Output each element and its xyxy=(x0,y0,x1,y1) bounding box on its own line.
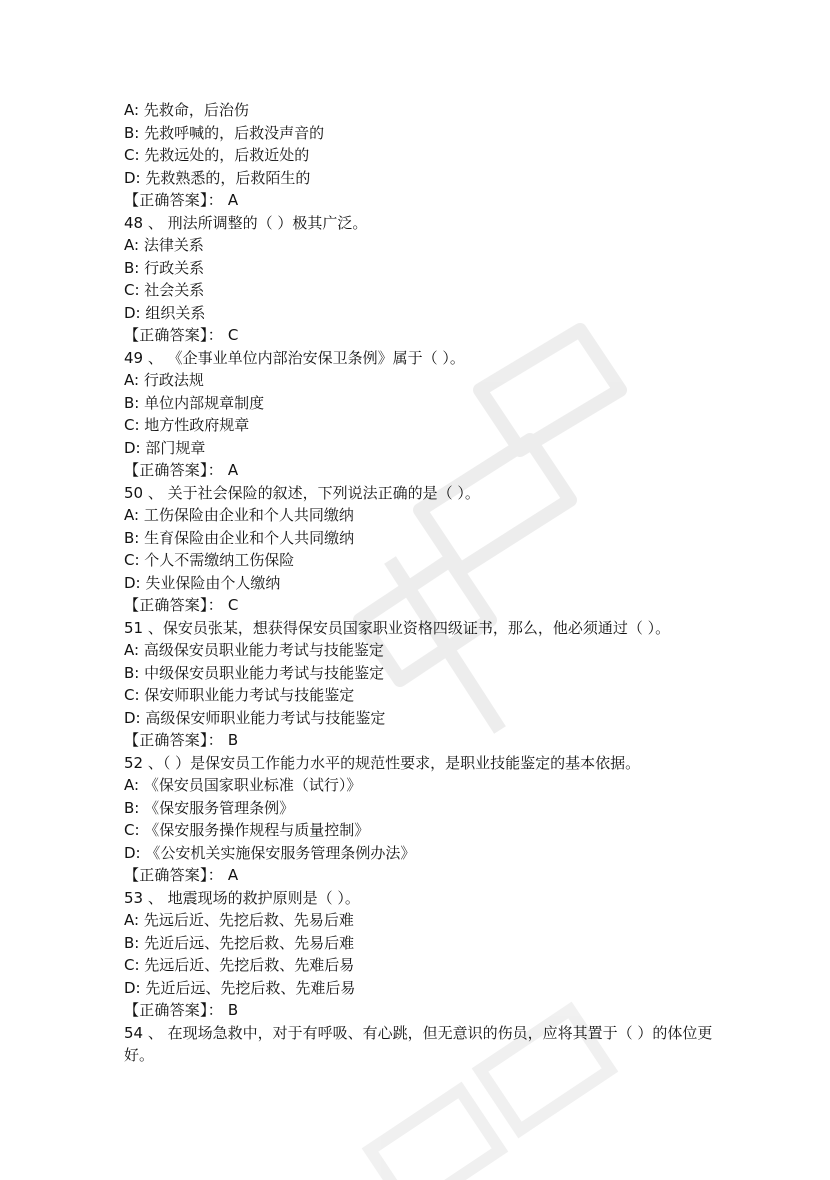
option-c: C: 地方性政府规章 xyxy=(124,416,250,434)
option-b: B: 先救呼喊的，后救没声音的 xyxy=(124,123,325,142)
option-d: D: 部门规章 xyxy=(124,438,206,457)
correct-answer: 【正确答案】： A xyxy=(124,866,239,884)
correct-answer: 【正确答案】： B xyxy=(124,1001,239,1019)
option-c: C: 个人不需缴纳工伤保险 xyxy=(124,551,295,569)
option-b: B: 生育保险由企业和个人共同缴纳 xyxy=(124,528,355,547)
question-53 xyxy=(124,887,724,1022)
option-c: C: 社会关系 xyxy=(124,281,205,299)
option-b: B: 先近后远、先挖后救、先易后难 xyxy=(124,933,355,952)
option-a: A: 法律关系 xyxy=(124,236,204,254)
option-a: A: 《保安员国家职业标准（试行）》 xyxy=(124,776,362,794)
question-stem: 51 、保安员张某，想获得保安员国家职业资格四级证书，那么，他必须通过（ ）。 xyxy=(124,618,671,637)
option-a: A: 先救命，后治伤 xyxy=(124,101,249,119)
correct-answer: 【正确答案】： A xyxy=(124,191,239,209)
question-50 xyxy=(124,482,724,617)
option-c: C: 保安师职业能力考试与技能鉴定 xyxy=(124,686,355,704)
option-c: C: 《保安服务操作规程与质量控制》 xyxy=(124,821,370,839)
option-d: D: 高级保安师职业能力考试与技能鉴定 xyxy=(124,708,386,727)
question-stem: 52 、（ ）是保安员工作能力水平的规范性要求，是职业技能鉴定的基本依据。 xyxy=(124,753,641,772)
question-48 xyxy=(124,212,724,347)
option-d: D: 失业保险由个人缴纳 xyxy=(124,573,281,592)
question-stem: 54 、 在现场急救中，对于有呼吸、有心跳，但无意识的伤员，应将其置于（ ）的体位更好。 xyxy=(124,1023,713,1064)
option-b: B: 单位内部规章制度 xyxy=(124,393,265,412)
option-d: D: 组织关系 xyxy=(124,303,206,322)
question-51 xyxy=(124,617,724,752)
question-52 xyxy=(124,752,724,887)
correct-answer: 【正确答案】： C xyxy=(124,326,239,344)
question-49 xyxy=(124,347,724,482)
question-stem: 48 、 刑法所调整的（ ）极其广泛。 xyxy=(124,213,368,232)
question-stem: 50 、 关于社会保险的叙述，下列说法正确的是（ ）。 xyxy=(124,483,480,502)
option-b: B: 中级保安员职业能力考试与技能鉴定 xyxy=(124,663,385,682)
option-c: C: 先远后近、先挖后救、先难后易 xyxy=(124,956,355,974)
option-c: C: 先救远处的，后救近处的 xyxy=(124,146,310,164)
option-b: B: 《保安服务管理条例》 xyxy=(124,798,295,817)
question-54 xyxy=(124,1022,724,1067)
exam-content xyxy=(124,99,724,1067)
option-a: A: 行政法规 xyxy=(124,371,204,389)
option-d: D: 先近后远、先挖后救、先难后易 xyxy=(124,978,356,997)
option-a: A: 先远后近、先挖后救、先易后难 xyxy=(124,911,354,929)
question-stem: 53 、 地震现场的救护原则是（ ）。 xyxy=(124,888,360,907)
option-d: D: 先救熟悉的，后救陌生的 xyxy=(124,168,311,187)
option-d: D: 《公安机关实施保安服务管理条例办法》 xyxy=(124,843,416,862)
question-stem: 49 、 《企事业单位内部治安保卫条例》属于（ ）。 xyxy=(124,348,465,367)
option-b: B: 行政关系 xyxy=(124,258,205,277)
option-a: A: 工伤保险由企业和个人共同缴纳 xyxy=(124,506,354,524)
correct-answer: 【正确答案】： B xyxy=(124,731,239,749)
correct-answer: 【正确答案】： A xyxy=(124,461,239,479)
option-a: A: 高级保安员职业能力考试与技能鉴定 xyxy=(124,641,384,659)
correct-answer: 【正确答案】： C xyxy=(124,596,239,614)
